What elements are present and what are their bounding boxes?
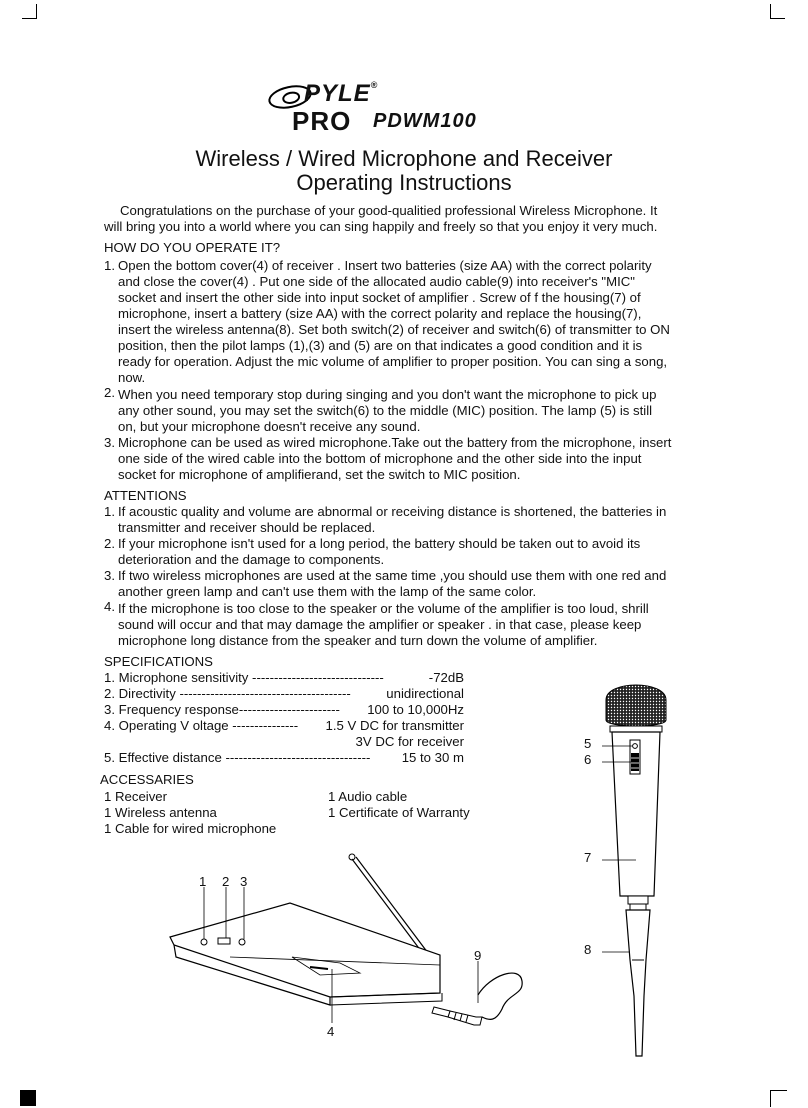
attention-item-2-number: 2. bbox=[104, 536, 115, 551]
accessary-item: 1 Wireless antenna bbox=[104, 805, 217, 820]
accessary-item: 1 Receiver bbox=[104, 789, 168, 804]
operate-item-3-line: Microphone can be used as wired microphone.Take out the battery from the microphone, insert bbox=[118, 435, 672, 450]
attention-item-4-line: microphone long distance from the speaker and turn down the volume of amplifier. bbox=[118, 633, 598, 648]
attentions-heading: ATTENTIONS bbox=[104, 488, 187, 503]
operate-item-1-line: ready for operation. Adjust the mic volume of amplifier to proper position. You can sing a song, bbox=[118, 354, 668, 369]
spec-row-value: 100 to 10,000Hz bbox=[367, 702, 464, 717]
operate-item-2-line: any other sound, you may set the switch(6) to the middle (MIC) position. The lamp (5) is still bbox=[118, 403, 653, 418]
spec-row-value: -72dB bbox=[428, 670, 464, 685]
diagram-label-5: 5 bbox=[584, 736, 592, 751]
page-title: Wireless / Wired Microphone and Receiver bbox=[195, 146, 613, 171]
operate-item-2-number: 2. bbox=[104, 385, 115, 400]
operate-item-1-line: position, then the pilot lamps (1),(3) and (5) are on that indicates a good condition and it is bbox=[118, 338, 643, 353]
attention-item-2-line: If your microphone isn't used for a long period, the battery should be taken out to avoid its bbox=[118, 536, 641, 551]
spec-row-value: unidirectional bbox=[386, 686, 464, 701]
diagram-label-2: 2 bbox=[222, 874, 230, 889]
microphone-diagram bbox=[580, 670, 690, 1060]
operate-item-3-line: one side of the wired cable into the bottom of microphone and the other side into the input bbox=[118, 451, 642, 466]
crop-mark-top-left bbox=[22, 4, 37, 19]
receiver-diagram bbox=[160, 845, 540, 1045]
accessaries-heading: ACCESSARIES bbox=[100, 772, 194, 787]
operate-item-3-number: 3. bbox=[104, 435, 115, 450]
accessary-item: 1 Certificate of Warranty bbox=[328, 805, 470, 820]
operate-item-2-line: When you need temporary stop during singing and you don't want the microphone to pick up bbox=[118, 387, 657, 402]
diagram-label-3: 3 bbox=[240, 874, 248, 889]
diagram-label-1: 1 bbox=[199, 874, 207, 889]
operate-item-1-line: microphone, insert a battery (size AA) with the correct polarity and replace the housing(7), bbox=[118, 306, 642, 321]
accessary-item: 1 Audio cable bbox=[328, 789, 408, 804]
attention-item-1-line: transmitter and receiver should be replaced. bbox=[118, 520, 376, 535]
brand-sub: PRO bbox=[292, 106, 352, 136]
spec-row-label: 4. Operating V oltage --------------- bbox=[104, 718, 299, 733]
diagram-label-7: 7 bbox=[584, 850, 592, 865]
spec-row-value: 3V DC for receiver bbox=[355, 734, 464, 749]
spec-row-value: 1.5 V DC for transmitter bbox=[325, 718, 464, 733]
attention-item-1-number: 1. bbox=[104, 504, 115, 519]
operate-item-3-line: socket for microphone of amplifierand, set the switch to MIC position. bbox=[118, 467, 521, 482]
crop-mark-bottom-right bbox=[770, 1090, 787, 1107]
attention-item-4-number: 4. bbox=[104, 599, 115, 614]
model-number: PDWM100 bbox=[373, 110, 477, 132]
attention-item-3-line: another green lamp and can't use them with the lamp of the same color. bbox=[118, 584, 537, 599]
attention-item-3-line: If two wireless microphones are used at the same time ,you should use them with one red and bbox=[118, 568, 667, 583]
spec-row-value: 15 to 30 m bbox=[401, 750, 464, 765]
spec-row-label: 2. Directivity --------------------------------------- bbox=[104, 686, 351, 701]
attention-item-4-line: sound will occur and that may damage the amplifier or speaker . in that case, please keep bbox=[118, 617, 642, 632]
diagram-label-8: 8 bbox=[584, 942, 592, 957]
spec-row-label: 3. Frequency response----------------------- bbox=[104, 702, 340, 717]
operate-item-2-line: on, but your microphone doesn't receive any sound. bbox=[118, 419, 421, 434]
attention-item-2-line: deterioration and the damage to components. bbox=[118, 552, 385, 567]
operate-item-1-number: 1. bbox=[104, 258, 115, 273]
spec-row-label: 1. Microphone sensitivity ------------------------------ bbox=[104, 670, 384, 685]
operate-item-1-line: now. bbox=[118, 370, 146, 385]
operate-item-1-line: Open the bottom cover(4) of receiver . Insert two batteries (size AA) with the correct polarity bbox=[118, 258, 652, 273]
accessary-item: 1 Cable for wired microphone bbox=[104, 821, 277, 836]
diagram-label-6: 6 bbox=[584, 752, 592, 767]
brand-logo: PYLE® bbox=[304, 80, 379, 107]
attention-item-1-line: If acoustic quality and volume are abnormal or receiving distance is shortened, the batteries in bbox=[118, 504, 667, 519]
attention-item-3-number: 3. bbox=[104, 568, 115, 583]
diagram-label-4: 4 bbox=[327, 1024, 335, 1039]
registration-square bbox=[20, 1090, 36, 1106]
operate-item-1-line: and close the cover(4) . Put one side of the allocated audio cable(9) into receiver's "MIC" bbox=[118, 274, 635, 289]
operate-item-1-line: insert the wireless antenna(8). Set both switch(2) of receiver and switch(6) of transmitter to ON bbox=[118, 322, 670, 337]
intro-line-1: Congratulations on the purchase of your good-qualitied professional Wireless Microphone. It bbox=[120, 203, 658, 218]
intro-line-2: will bring you into a world where you can sing happily and freely so that you enjoy it very much. bbox=[104, 219, 658, 234]
page-subtitle: Operating Instructions bbox=[296, 170, 512, 195]
operate-item-1-line: socket and insert the other side into input socket of amplifier . Screw of f the housing(7) of bbox=[118, 290, 641, 305]
crop-mark-top-right bbox=[770, 4, 785, 19]
attention-item-4-line: If the microphone is too close to the speaker or the volume of the amplifier is too loud, shrill bbox=[118, 601, 649, 616]
specifications-heading: SPECIFICATIONS bbox=[104, 654, 213, 669]
diagram-label-9: 9 bbox=[474, 948, 482, 963]
spec-row-label: 5. Effective distance --------------------------------- bbox=[104, 750, 371, 765]
operate-heading: HOW DO YOU OPERATE IT? bbox=[104, 240, 281, 255]
